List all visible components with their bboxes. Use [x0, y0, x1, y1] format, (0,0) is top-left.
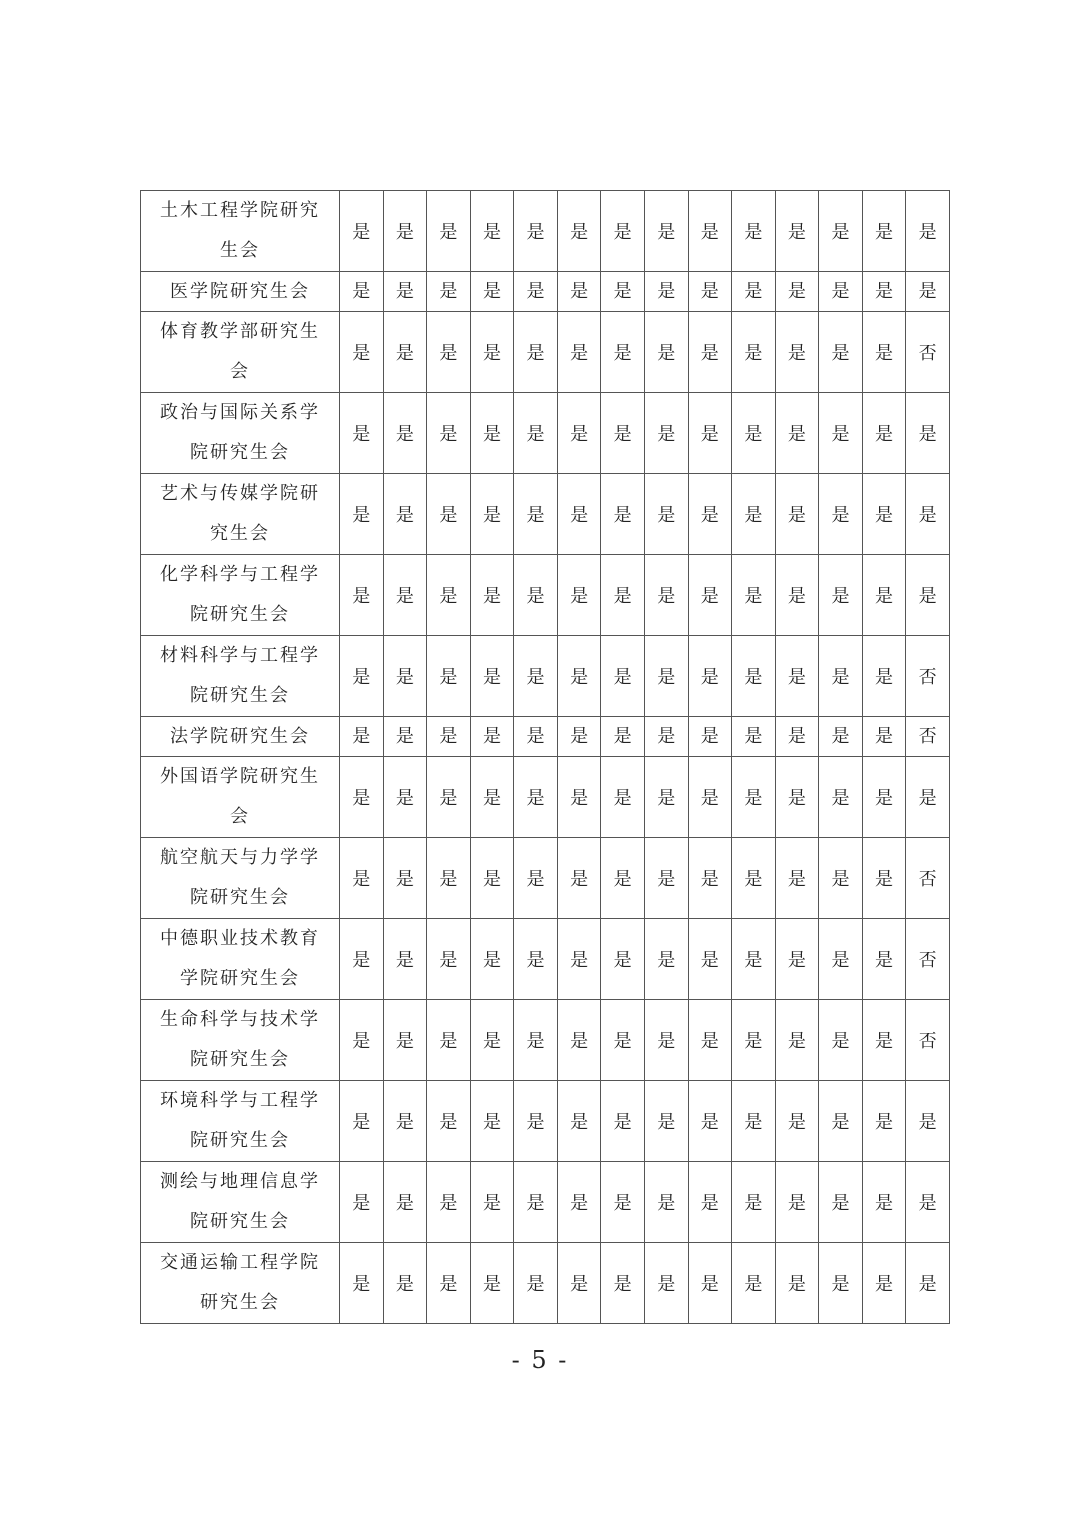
status-cell: 是 [732, 272, 776, 312]
compliance-table [140, 190, 950, 1324]
status-cell: 是 [732, 757, 776, 838]
status-cell: 是 [557, 1000, 601, 1081]
status-cell: 是 [819, 272, 863, 312]
status-cell: 是 [340, 555, 384, 636]
status-cell: 是 [383, 272, 427, 312]
status-cell: 是 [383, 838, 427, 919]
status-cell: 是 [340, 757, 384, 838]
status-cell: 是 [862, 474, 906, 555]
table-row [141, 393, 950, 474]
status-cell: 是 [644, 1000, 688, 1081]
status-cell: 是 [470, 1000, 514, 1081]
status-cell: 是 [470, 272, 514, 312]
table-body [141, 191, 950, 1324]
status-cell: 是 [427, 191, 471, 272]
status-cell: 是 [688, 1162, 732, 1243]
status-cell: 是 [470, 1243, 514, 1324]
status-cell: 是 [732, 1081, 776, 1162]
status-cell: 是 [906, 1162, 950, 1243]
status-cell: 是 [557, 312, 601, 393]
status-cell: 是 [470, 1081, 514, 1162]
status-cell: 是 [775, 757, 819, 838]
status-cell: 是 [819, 1162, 863, 1243]
status-cell: 是 [644, 555, 688, 636]
table-row [141, 1162, 950, 1243]
status-cell: 是 [601, 393, 645, 474]
status-cell: 是 [906, 393, 950, 474]
status-cell: 是 [601, 1081, 645, 1162]
status-cell: 是 [557, 919, 601, 1000]
status-cell: 否 [906, 717, 950, 757]
status-cell: 是 [819, 838, 863, 919]
status-cell: 是 [383, 1243, 427, 1324]
status-cell: 是 [514, 1162, 558, 1243]
status-cell: 是 [427, 1000, 471, 1081]
status-cell: 是 [819, 919, 863, 1000]
status-cell: 是 [775, 1081, 819, 1162]
status-cell: 是 [732, 312, 776, 393]
table-row [141, 636, 950, 717]
status-cell: 是 [470, 636, 514, 717]
status-cell: 是 [383, 636, 427, 717]
status-cell: 是 [732, 1243, 776, 1324]
status-cell: 是 [819, 393, 863, 474]
org-name-cell: 交通运输工程学院研究生会 [141, 1243, 340, 1324]
org-name-cell: 体育教学部研究生会 [141, 312, 340, 393]
status-cell: 是 [470, 312, 514, 393]
status-cell: 是 [557, 757, 601, 838]
status-cell: 是 [775, 555, 819, 636]
status-cell: 是 [470, 757, 514, 838]
status-cell: 否 [906, 1000, 950, 1081]
status-cell: 是 [514, 555, 558, 636]
status-cell: 是 [775, 1000, 819, 1081]
status-cell: 是 [427, 272, 471, 312]
status-cell: 是 [514, 393, 558, 474]
status-cell: 是 [644, 1243, 688, 1324]
status-cell: 是 [819, 1081, 863, 1162]
status-cell: 是 [601, 757, 645, 838]
status-cell: 是 [819, 636, 863, 717]
status-cell: 是 [427, 636, 471, 717]
status-cell: 是 [862, 757, 906, 838]
status-cell: 是 [862, 555, 906, 636]
status-cell: 是 [340, 717, 384, 757]
table-row [141, 1081, 950, 1162]
status-cell: 否 [906, 312, 950, 393]
status-cell: 是 [732, 393, 776, 474]
status-cell: 是 [688, 474, 732, 555]
org-name-cell: 中德职业技术教育学院研究生会 [141, 919, 340, 1000]
status-cell: 是 [862, 838, 906, 919]
status-cell: 是 [644, 272, 688, 312]
status-cell: 是 [862, 393, 906, 474]
status-cell: 是 [775, 636, 819, 717]
status-cell: 是 [514, 717, 558, 757]
status-cell: 是 [819, 191, 863, 272]
status-cell: 是 [688, 717, 732, 757]
table-row [141, 757, 950, 838]
status-cell: 是 [470, 555, 514, 636]
org-name-cell: 土木工程学院研究生会 [141, 191, 340, 272]
status-cell: 是 [819, 717, 863, 757]
status-cell: 是 [601, 1000, 645, 1081]
status-cell: 是 [644, 717, 688, 757]
status-cell: 是 [644, 636, 688, 717]
status-cell: 是 [340, 1243, 384, 1324]
status-cell: 是 [819, 555, 863, 636]
status-cell: 是 [557, 555, 601, 636]
status-cell: 是 [601, 474, 645, 555]
status-cell: 是 [383, 717, 427, 757]
status-cell: 是 [340, 474, 384, 555]
status-cell: 是 [470, 1162, 514, 1243]
status-cell: 是 [383, 757, 427, 838]
status-cell: 是 [427, 1081, 471, 1162]
status-cell: 是 [906, 1081, 950, 1162]
status-cell: 是 [775, 191, 819, 272]
status-cell: 是 [688, 191, 732, 272]
status-cell: 是 [688, 393, 732, 474]
table-row [141, 474, 950, 555]
status-cell: 是 [688, 838, 732, 919]
status-cell: 是 [819, 474, 863, 555]
status-cell: 是 [732, 717, 776, 757]
status-cell: 是 [470, 474, 514, 555]
table-row [141, 1243, 950, 1324]
status-cell: 是 [514, 191, 558, 272]
status-cell: 是 [514, 474, 558, 555]
status-cell: 是 [557, 636, 601, 717]
table-row [141, 1000, 950, 1081]
status-cell: 是 [732, 919, 776, 1000]
status-cell: 是 [601, 1162, 645, 1243]
status-cell: 是 [427, 757, 471, 838]
status-cell: 是 [557, 1243, 601, 1324]
status-cell: 是 [906, 272, 950, 312]
status-cell: 是 [427, 838, 471, 919]
status-cell: 是 [644, 757, 688, 838]
status-cell: 是 [601, 717, 645, 757]
status-cell: 是 [775, 1243, 819, 1324]
status-cell: 是 [383, 1000, 427, 1081]
status-cell: 是 [775, 838, 819, 919]
status-cell: 是 [470, 919, 514, 1000]
org-name-cell: 化学科学与工程学院研究生会 [141, 555, 340, 636]
status-cell: 是 [644, 838, 688, 919]
status-cell: 是 [732, 191, 776, 272]
status-cell: 是 [862, 1162, 906, 1243]
status-cell: 是 [732, 1000, 776, 1081]
status-cell: 是 [427, 393, 471, 474]
status-cell: 是 [514, 757, 558, 838]
status-cell: 是 [601, 1243, 645, 1324]
status-cell: 是 [601, 555, 645, 636]
org-name-cell: 生命科学与技术学院研究生会 [141, 1000, 340, 1081]
org-name-cell: 法学院研究生会 [141, 717, 340, 757]
status-cell: 是 [427, 919, 471, 1000]
status-cell: 是 [601, 272, 645, 312]
status-cell: 是 [470, 191, 514, 272]
status-cell: 是 [862, 1000, 906, 1081]
status-cell: 是 [427, 555, 471, 636]
table-row [141, 191, 950, 272]
status-cell: 是 [470, 393, 514, 474]
status-cell: 是 [601, 838, 645, 919]
status-cell: 是 [688, 312, 732, 393]
status-cell: 是 [340, 1081, 384, 1162]
status-cell: 是 [557, 191, 601, 272]
status-cell: 否 [906, 838, 950, 919]
status-cell: 是 [383, 191, 427, 272]
status-cell: 是 [340, 191, 384, 272]
status-cell: 是 [906, 1243, 950, 1324]
status-cell: 是 [427, 474, 471, 555]
status-cell: 是 [775, 717, 819, 757]
status-cell: 是 [601, 191, 645, 272]
status-cell: 是 [383, 1081, 427, 1162]
status-cell: 是 [862, 191, 906, 272]
status-cell: 是 [557, 1162, 601, 1243]
status-cell: 是 [644, 393, 688, 474]
status-cell: 是 [340, 393, 384, 474]
status-cell: 是 [601, 919, 645, 1000]
status-cell: 是 [514, 1243, 558, 1324]
status-cell: 是 [775, 474, 819, 555]
table-row [141, 555, 950, 636]
status-cell: 是 [644, 312, 688, 393]
status-cell: 是 [514, 838, 558, 919]
status-cell: 是 [427, 1162, 471, 1243]
status-cell: 是 [514, 1000, 558, 1081]
status-cell: 是 [514, 272, 558, 312]
status-cell: 是 [862, 1081, 906, 1162]
status-cell: 是 [340, 1162, 384, 1243]
status-cell: 是 [732, 1162, 776, 1243]
status-cell: 是 [470, 838, 514, 919]
status-cell: 是 [601, 312, 645, 393]
status-cell: 是 [427, 312, 471, 393]
org-name-cell: 医学院研究生会 [141, 272, 340, 312]
table-row [141, 717, 950, 757]
status-cell: 是 [644, 474, 688, 555]
status-cell: 是 [862, 717, 906, 757]
page-number: - 5 - [511, 1346, 569, 1374]
status-cell: 是 [906, 555, 950, 636]
status-cell: 是 [383, 393, 427, 474]
status-cell: 是 [732, 555, 776, 636]
status-cell: 是 [688, 757, 732, 838]
status-cell: 是 [862, 312, 906, 393]
status-cell: 是 [514, 919, 558, 1000]
org-name-cell: 测绘与地理信息学院研究生会 [141, 1162, 340, 1243]
status-cell: 是 [775, 312, 819, 393]
status-cell: 是 [862, 636, 906, 717]
status-cell: 是 [688, 919, 732, 1000]
status-cell: 是 [340, 838, 384, 919]
status-cell: 是 [383, 555, 427, 636]
status-cell: 是 [340, 272, 384, 312]
status-cell: 否 [906, 636, 950, 717]
status-cell: 是 [470, 717, 514, 757]
status-cell: 是 [688, 1081, 732, 1162]
status-cell: 是 [557, 393, 601, 474]
status-cell: 是 [775, 919, 819, 1000]
status-cell: 是 [688, 1243, 732, 1324]
status-cell: 是 [514, 1081, 558, 1162]
status-cell: 是 [557, 474, 601, 555]
table-row [141, 312, 950, 393]
status-cell: 是 [862, 272, 906, 312]
status-cell: 是 [862, 1243, 906, 1324]
status-cell: 是 [775, 272, 819, 312]
status-cell: 是 [732, 636, 776, 717]
status-cell: 是 [819, 1000, 863, 1081]
status-cell: 是 [557, 717, 601, 757]
status-cell: 是 [340, 919, 384, 1000]
status-cell: 是 [688, 1000, 732, 1081]
status-cell: 是 [644, 919, 688, 1000]
status-cell: 是 [557, 838, 601, 919]
table-row [141, 838, 950, 919]
org-name-cell: 材料科学与工程学院研究生会 [141, 636, 340, 717]
status-cell: 是 [427, 1243, 471, 1324]
status-cell: 是 [427, 717, 471, 757]
status-cell: 是 [340, 636, 384, 717]
status-cell: 是 [383, 474, 427, 555]
status-cell: 是 [514, 312, 558, 393]
status-cell: 是 [340, 1000, 384, 1081]
org-name-cell: 外国语学院研究生会 [141, 757, 340, 838]
org-name-cell: 航空航天与力学学院研究生会 [141, 838, 340, 919]
status-cell: 是 [819, 1243, 863, 1324]
status-cell: 是 [906, 191, 950, 272]
status-cell: 是 [906, 474, 950, 555]
status-cell: 是 [557, 272, 601, 312]
status-cell: 是 [514, 636, 558, 717]
org-name-cell: 环境科学与工程学院研究生会 [141, 1081, 340, 1162]
status-cell: 是 [862, 919, 906, 1000]
table-row [141, 272, 950, 312]
status-cell: 是 [906, 757, 950, 838]
status-cell: 是 [688, 555, 732, 636]
status-cell: 是 [819, 312, 863, 393]
status-cell: 是 [688, 636, 732, 717]
status-cell: 是 [383, 312, 427, 393]
status-cell: 是 [775, 393, 819, 474]
status-cell: 是 [383, 919, 427, 1000]
status-cell: 是 [732, 838, 776, 919]
org-name-cell: 艺术与传媒学院研究生会 [141, 474, 340, 555]
status-cell: 否 [906, 919, 950, 1000]
status-cell: 是 [644, 191, 688, 272]
status-cell: 是 [340, 312, 384, 393]
status-cell: 是 [601, 636, 645, 717]
status-cell: 是 [557, 1081, 601, 1162]
status-cell: 是 [819, 757, 863, 838]
status-cell: 是 [644, 1162, 688, 1243]
status-cell: 是 [732, 474, 776, 555]
table-row [141, 919, 950, 1000]
org-name-cell: 政治与国际关系学院研究生会 [141, 393, 340, 474]
status-cell: 是 [775, 1162, 819, 1243]
status-cell: 是 [688, 272, 732, 312]
status-cell: 是 [383, 1162, 427, 1243]
status-cell: 是 [644, 1081, 688, 1162]
